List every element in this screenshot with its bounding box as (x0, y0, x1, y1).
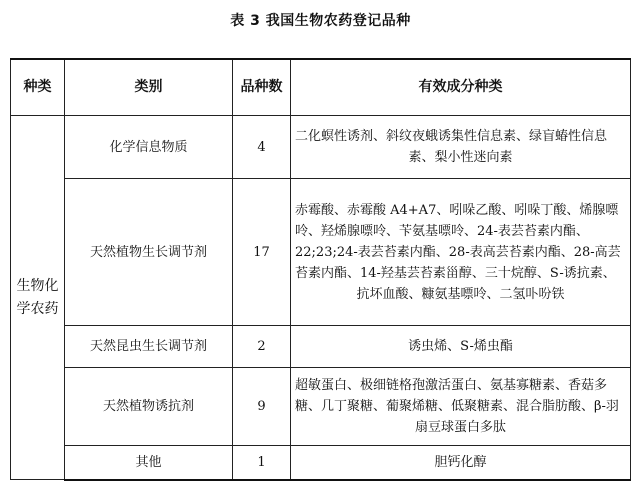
category-cell: 天然植物诱抗剂 (65, 368, 233, 446)
count-cell: 4 (233, 116, 291, 179)
category-cell: 天然植物生长调节剂 (65, 179, 233, 326)
registration-table (10, 58, 631, 481)
header-kind: 种类 (11, 59, 65, 116)
category-cell: 天然昆虫生长调节剂 (65, 326, 233, 368)
header-components: 有效成分种类 (291, 59, 631, 116)
kind-cell: 生物化学农药 (11, 116, 65, 480)
components-cell: 赤霉酸、赤霉酸 A4+A7、吲哚乙酸、吲哚丁酸、烯腺嘌呤、羟烯腺嘌呤、苄氨基嘌呤、24-表芸苔素内酯、22;23;24-表芸苔素内酯、28-表高芸苔素内酯、28-高芸苔素内酯、14-羟基芸苔素甾醇、三十烷醇、S-诱抗素、抗坏血酸、糠氨基嘌呤、二氢卟吩铁 (291, 179, 631, 326)
table-row (11, 179, 631, 326)
count-cell: 1 (233, 446, 291, 480)
category-cell: 化学信息物质 (65, 116, 233, 179)
count-cell: 2 (233, 326, 291, 368)
header-category: 类别 (65, 59, 233, 116)
count-cell: 9 (233, 368, 291, 446)
count-cell: 17 (233, 179, 291, 326)
components-cell: 二化螟性诱剂、斜纹夜蛾诱集性信息素、绿盲蝽性信息素、梨小性迷向素 (291, 116, 631, 179)
table-row (11, 368, 631, 446)
components-cell: 胆钙化醇 (291, 446, 631, 480)
table-row (11, 446, 631, 480)
table-caption: 表 3 我国生物农药登记品种 (230, 13, 411, 29)
components-cell: 诱虫烯、S-烯虫酯 (291, 326, 631, 368)
table-row (11, 116, 631, 179)
header-row (11, 59, 631, 116)
components-cell: 超敏蛋白、极细链格孢激活蛋白、氨基寡糖素、香菇多糖、几丁聚糖、葡聚烯糖、低聚糖素、混合脂肪酸、β-羽扇豆球蛋白多肽 (291, 368, 631, 446)
category-cell: 其他 (65, 446, 233, 480)
header-count: 品种数 (233, 59, 291, 116)
table-row (11, 326, 631, 368)
